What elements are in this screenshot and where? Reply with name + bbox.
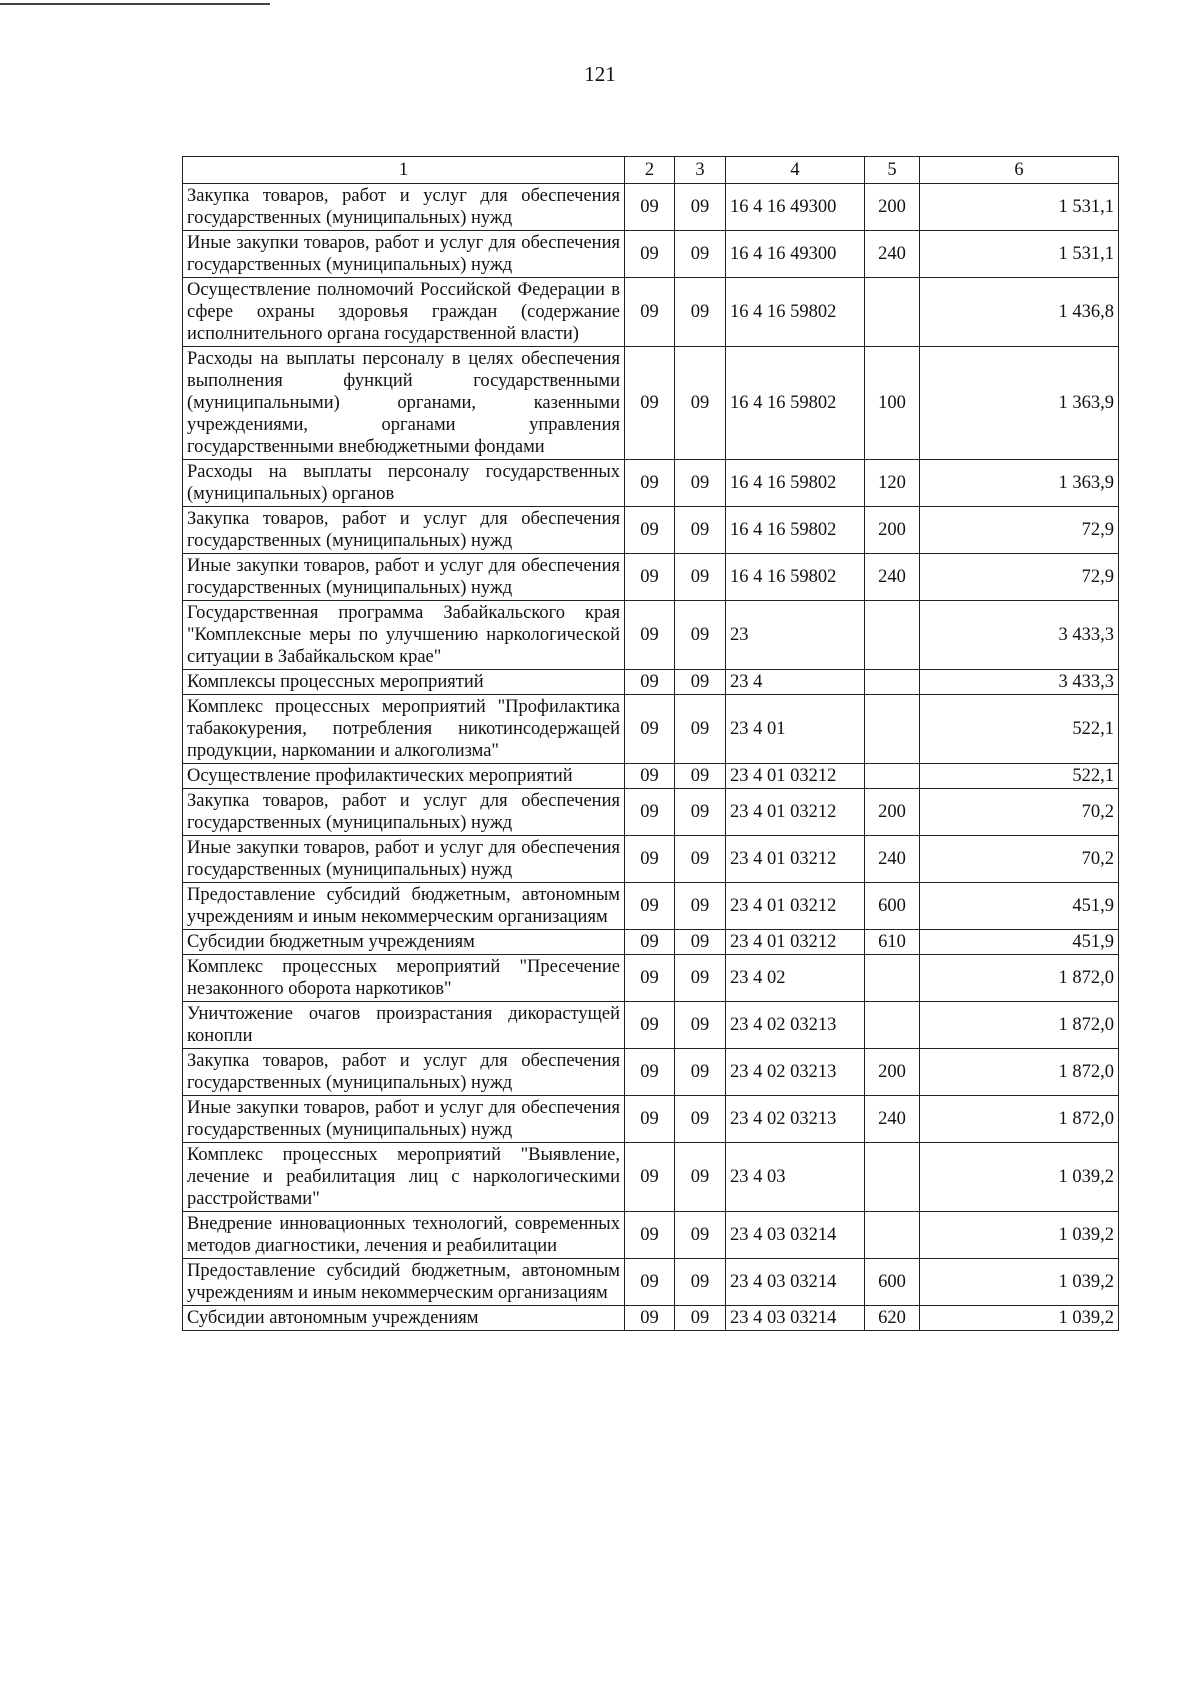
table-row bbox=[183, 1212, 1119, 1259]
row-amount-cell: 3 433,3 bbox=[920, 601, 1119, 670]
row-subsection-cell: 09 bbox=[675, 1212, 726, 1259]
table-row bbox=[183, 670, 1119, 695]
row-subsection-cell: 09 bbox=[675, 554, 726, 601]
table-row bbox=[183, 789, 1119, 836]
table-row bbox=[183, 1306, 1119, 1331]
row-section-cell: 09 bbox=[625, 347, 675, 460]
row-subsection-cell: 09 bbox=[675, 231, 726, 278]
table-row bbox=[183, 764, 1119, 789]
row-amount-cell: 1 363,9 bbox=[920, 347, 1119, 460]
row-subsection-cell: 09 bbox=[675, 883, 726, 930]
row-name-cell: Предоставление субсидий бюджетным, автономным учреждениям и иным некоммерческим организациям bbox=[183, 1259, 625, 1306]
row-target-code-cell: 23 4 01 03212 bbox=[726, 883, 865, 930]
row-section-cell: 09 bbox=[625, 460, 675, 507]
row-subsection-cell: 09 bbox=[675, 695, 726, 764]
header-cell-6: 6 bbox=[920, 157, 1119, 184]
row-expense-type-cell: 600 bbox=[865, 1259, 920, 1306]
row-subsection-cell: 09 bbox=[675, 601, 726, 670]
table-body bbox=[183, 184, 1119, 1331]
row-expense-type-cell bbox=[865, 695, 920, 764]
row-section-cell: 09 bbox=[625, 184, 675, 231]
row-subsection-cell: 09 bbox=[675, 789, 726, 836]
row-name-cell: Иные закупки товаров, работ и услуг для обеспечения государственных (муниципальных) нужд bbox=[183, 1096, 625, 1143]
budget-table bbox=[182, 156, 1119, 1331]
row-name-cell: Закупка товаров, работ и услуг для обеспечения государственных (муниципальных) нужд bbox=[183, 789, 625, 836]
row-name-cell: Расходы на выплаты персоналу в целях обеспечения выполнения функций государственными (муниципальными) органами, казенными учреждениями, органами управления государственными внебюджетными фондами bbox=[183, 347, 625, 460]
row-amount-cell: 72,9 bbox=[920, 554, 1119, 601]
row-expense-type-cell: 620 bbox=[865, 1306, 920, 1331]
header-row bbox=[183, 157, 1119, 184]
row-name-cell: Иные закупки товаров, работ и услуг для обеспечения государственных (муниципальных) нужд bbox=[183, 231, 625, 278]
row-expense-type-cell bbox=[865, 1212, 920, 1259]
row-amount-cell: 1 039,2 bbox=[920, 1259, 1119, 1306]
row-expense-type-cell: 120 bbox=[865, 460, 920, 507]
row-amount-cell: 1 039,2 bbox=[920, 1143, 1119, 1212]
row-section-cell: 09 bbox=[625, 507, 675, 554]
row-subsection-cell: 09 bbox=[675, 1143, 726, 1212]
row-subsection-cell: 09 bbox=[675, 764, 726, 789]
row-subsection-cell: 09 bbox=[675, 460, 726, 507]
scan-edge-line bbox=[0, 3, 270, 5]
table-row bbox=[183, 554, 1119, 601]
row-section-cell: 09 bbox=[625, 764, 675, 789]
table-row bbox=[183, 695, 1119, 764]
row-name-cell: Осуществление профилактических мероприятий bbox=[183, 764, 625, 789]
row-name-cell: Иные закупки товаров, работ и услуг для обеспечения государственных (муниципальных) нужд bbox=[183, 554, 625, 601]
row-section-cell: 09 bbox=[625, 554, 675, 601]
row-section-cell: 09 bbox=[625, 789, 675, 836]
row-name-cell: Уничтожение очагов произрастания дикорастущей конопли bbox=[183, 1002, 625, 1049]
row-subsection-cell: 09 bbox=[675, 1306, 726, 1331]
row-section-cell: 09 bbox=[625, 955, 675, 1002]
row-expense-type-cell bbox=[865, 278, 920, 347]
row-target-code-cell: 23 4 02 03213 bbox=[726, 1049, 865, 1096]
row-section-cell: 09 bbox=[625, 1049, 675, 1096]
row-expense-type-cell: 200 bbox=[865, 789, 920, 836]
row-section-cell: 09 bbox=[625, 695, 675, 764]
row-amount-cell: 1 039,2 bbox=[920, 1306, 1119, 1331]
row-target-code-cell: 23 4 02 03213 bbox=[726, 1096, 865, 1143]
row-name-cell: Субсидии автономным учреждениям bbox=[183, 1306, 625, 1331]
row-target-code-cell: 23 4 02 03213 bbox=[726, 1002, 865, 1049]
row-subsection-cell: 09 bbox=[675, 1096, 726, 1143]
row-target-code-cell: 16 4 16 59802 bbox=[726, 554, 865, 601]
row-amount-cell: 1 872,0 bbox=[920, 1096, 1119, 1143]
row-target-code-cell: 23 4 01 03212 bbox=[726, 789, 865, 836]
header-cell-1: 1 bbox=[183, 157, 625, 184]
table-row bbox=[183, 1049, 1119, 1096]
row-target-code-cell: 16 4 16 49300 bbox=[726, 231, 865, 278]
row-amount-cell: 70,2 bbox=[920, 789, 1119, 836]
row-subsection-cell: 09 bbox=[675, 278, 726, 347]
row-target-code-cell: 23 4 03 03214 bbox=[726, 1212, 865, 1259]
table-row bbox=[183, 1259, 1119, 1306]
row-amount-cell: 1 531,1 bbox=[920, 184, 1119, 231]
row-target-code-cell: 16 4 16 59802 bbox=[726, 347, 865, 460]
row-amount-cell: 72,9 bbox=[920, 507, 1119, 554]
row-expense-type-cell bbox=[865, 955, 920, 1002]
row-subsection-cell: 09 bbox=[675, 955, 726, 1002]
row-amount-cell: 70,2 bbox=[920, 836, 1119, 883]
row-name-cell: Комплекс процессных мероприятий "Пресечение незаконного оборота наркотиков" bbox=[183, 955, 625, 1002]
row-target-code-cell: 23 4 01 03212 bbox=[726, 930, 865, 955]
row-section-cell: 09 bbox=[625, 1212, 675, 1259]
row-section-cell: 09 bbox=[625, 1306, 675, 1331]
row-name-cell: Закупка товаров, работ и услуг для обеспечения государственных (муниципальных) нужд bbox=[183, 507, 625, 554]
table-row bbox=[183, 460, 1119, 507]
row-subsection-cell: 09 bbox=[675, 347, 726, 460]
row-expense-type-cell bbox=[865, 764, 920, 789]
header-cell-4: 4 bbox=[726, 157, 865, 184]
header-cell-2: 2 bbox=[625, 157, 675, 184]
row-expense-type-cell bbox=[865, 1002, 920, 1049]
row-target-code-cell: 23 4 01 03212 bbox=[726, 836, 865, 883]
row-amount-cell: 1 872,0 bbox=[920, 1049, 1119, 1096]
page-number: 121 bbox=[584, 62, 616, 86]
row-name-cell: Закупка товаров, работ и услуг для обеспечения государственных (муниципальных) нужд bbox=[183, 1049, 625, 1096]
table-row bbox=[183, 278, 1119, 347]
row-expense-type-cell: 600 bbox=[865, 883, 920, 930]
row-target-code-cell: 16 4 16 59802 bbox=[726, 278, 865, 347]
row-name-cell: Комплексы процессных мероприятий bbox=[183, 670, 625, 695]
row-name-cell: Расходы на выплаты персоналу государственных (муниципальных) органов bbox=[183, 460, 625, 507]
row-subsection-cell: 09 bbox=[675, 184, 726, 231]
header-cell-5: 5 bbox=[865, 157, 920, 184]
row-amount-cell: 3 433,3 bbox=[920, 670, 1119, 695]
row-target-code-cell: 16 4 16 49300 bbox=[726, 184, 865, 231]
row-name-cell: Осуществление полномочий Российской Федерации в сфере охраны здоровья граждан (содержание исполнительного органа государственной власти) bbox=[183, 278, 625, 347]
row-target-code-cell: 23 bbox=[726, 601, 865, 670]
row-target-code-cell: 23 4 01 03212 bbox=[726, 764, 865, 789]
row-amount-cell: 1 363,9 bbox=[920, 460, 1119, 507]
row-amount-cell: 522,1 bbox=[920, 695, 1119, 764]
table-row bbox=[183, 231, 1119, 278]
row-subsection-cell: 09 bbox=[675, 1049, 726, 1096]
row-amount-cell: 1 872,0 bbox=[920, 955, 1119, 1002]
row-target-code-cell: 23 4 01 bbox=[726, 695, 865, 764]
table-row bbox=[183, 883, 1119, 930]
row-target-code-cell: 23 4 03 03214 bbox=[726, 1306, 865, 1331]
row-name-cell: Комплекс процессных мероприятий "Профилактика табакокурения, потребления никотинсодержащей продукции, наркомании и алкоголизма" bbox=[183, 695, 625, 764]
row-subsection-cell: 09 bbox=[675, 1259, 726, 1306]
row-subsection-cell: 09 bbox=[675, 1002, 726, 1049]
row-amount-cell: 1 531,1 bbox=[920, 231, 1119, 278]
row-expense-type-cell: 240 bbox=[865, 554, 920, 601]
row-amount-cell: 522,1 bbox=[920, 764, 1119, 789]
table-row bbox=[183, 507, 1119, 554]
row-target-code-cell: 23 4 bbox=[726, 670, 865, 695]
table-row bbox=[183, 955, 1119, 1002]
table-row bbox=[183, 184, 1119, 231]
row-expense-type-cell bbox=[865, 601, 920, 670]
row-section-cell: 09 bbox=[625, 836, 675, 883]
row-expense-type-cell: 100 bbox=[865, 347, 920, 460]
row-target-code-cell: 23 4 02 bbox=[726, 955, 865, 1002]
row-name-cell: Иные закупки товаров, работ и услуг для обеспечения государственных (муниципальных) нужд bbox=[183, 836, 625, 883]
row-expense-type-cell bbox=[865, 1143, 920, 1212]
row-section-cell: 09 bbox=[625, 883, 675, 930]
row-target-code-cell: 16 4 16 59802 bbox=[726, 460, 865, 507]
table-row bbox=[183, 1096, 1119, 1143]
row-expense-type-cell: 610 bbox=[865, 930, 920, 955]
table-row bbox=[183, 1002, 1119, 1049]
row-amount-cell: 1 436,8 bbox=[920, 278, 1119, 347]
table-row bbox=[183, 601, 1119, 670]
row-section-cell: 09 bbox=[625, 278, 675, 347]
row-section-cell: 09 bbox=[625, 231, 675, 278]
row-expense-type-cell: 200 bbox=[865, 184, 920, 231]
row-expense-type-cell: 200 bbox=[865, 507, 920, 554]
row-subsection-cell: 09 bbox=[675, 836, 726, 883]
row-expense-type-cell: 240 bbox=[865, 836, 920, 883]
row-subsection-cell: 09 bbox=[675, 930, 726, 955]
row-expense-type-cell: 240 bbox=[865, 231, 920, 278]
row-amount-cell: 451,9 bbox=[920, 930, 1119, 955]
row-name-cell: Государственная программа Забайкальского края "Комплексные меры по улучшению наркологической ситуации в Забайкальском крае" bbox=[183, 601, 625, 670]
row-subsection-cell: 09 bbox=[675, 507, 726, 554]
row-amount-cell: 1 872,0 bbox=[920, 1002, 1119, 1049]
row-expense-type-cell: 200 bbox=[865, 1049, 920, 1096]
row-target-code-cell: 16 4 16 59802 bbox=[726, 507, 865, 554]
row-name-cell: Субсидии бюджетным учреждениям bbox=[183, 930, 625, 955]
table-row bbox=[183, 836, 1119, 883]
row-section-cell: 09 bbox=[625, 1002, 675, 1049]
table-row bbox=[183, 1143, 1119, 1212]
row-target-code-cell: 23 4 03 bbox=[726, 1143, 865, 1212]
row-name-cell: Внедрение инновационных технологий, современных методов диагностики, лечения и реабилитации bbox=[183, 1212, 625, 1259]
row-subsection-cell: 09 bbox=[675, 670, 726, 695]
row-name-cell: Закупка товаров, работ и услуг для обеспечения государственных (муниципальных) нужд bbox=[183, 184, 625, 231]
row-expense-type-cell bbox=[865, 670, 920, 695]
table-row bbox=[183, 930, 1119, 955]
row-amount-cell: 451,9 bbox=[920, 883, 1119, 930]
row-section-cell: 09 bbox=[625, 1096, 675, 1143]
row-section-cell: 09 bbox=[625, 1259, 675, 1306]
row-section-cell: 09 bbox=[625, 930, 675, 955]
row-section-cell: 09 bbox=[625, 670, 675, 695]
row-target-code-cell: 23 4 03 03214 bbox=[726, 1259, 865, 1306]
row-section-cell: 09 bbox=[625, 601, 675, 670]
header-cell-3: 3 bbox=[675, 157, 726, 184]
row-amount-cell: 1 039,2 bbox=[920, 1212, 1119, 1259]
row-section-cell: 09 bbox=[625, 1143, 675, 1212]
row-expense-type-cell: 240 bbox=[865, 1096, 920, 1143]
table-row bbox=[183, 347, 1119, 460]
row-name-cell: Комплекс процессных мероприятий "Выявление, лечение и реабилитация лиц с наркологическими расстройствами" bbox=[183, 1143, 625, 1212]
row-name-cell: Предоставление субсидий бюджетным, автономным учреждениям и иным некоммерческим организациям bbox=[183, 883, 625, 930]
